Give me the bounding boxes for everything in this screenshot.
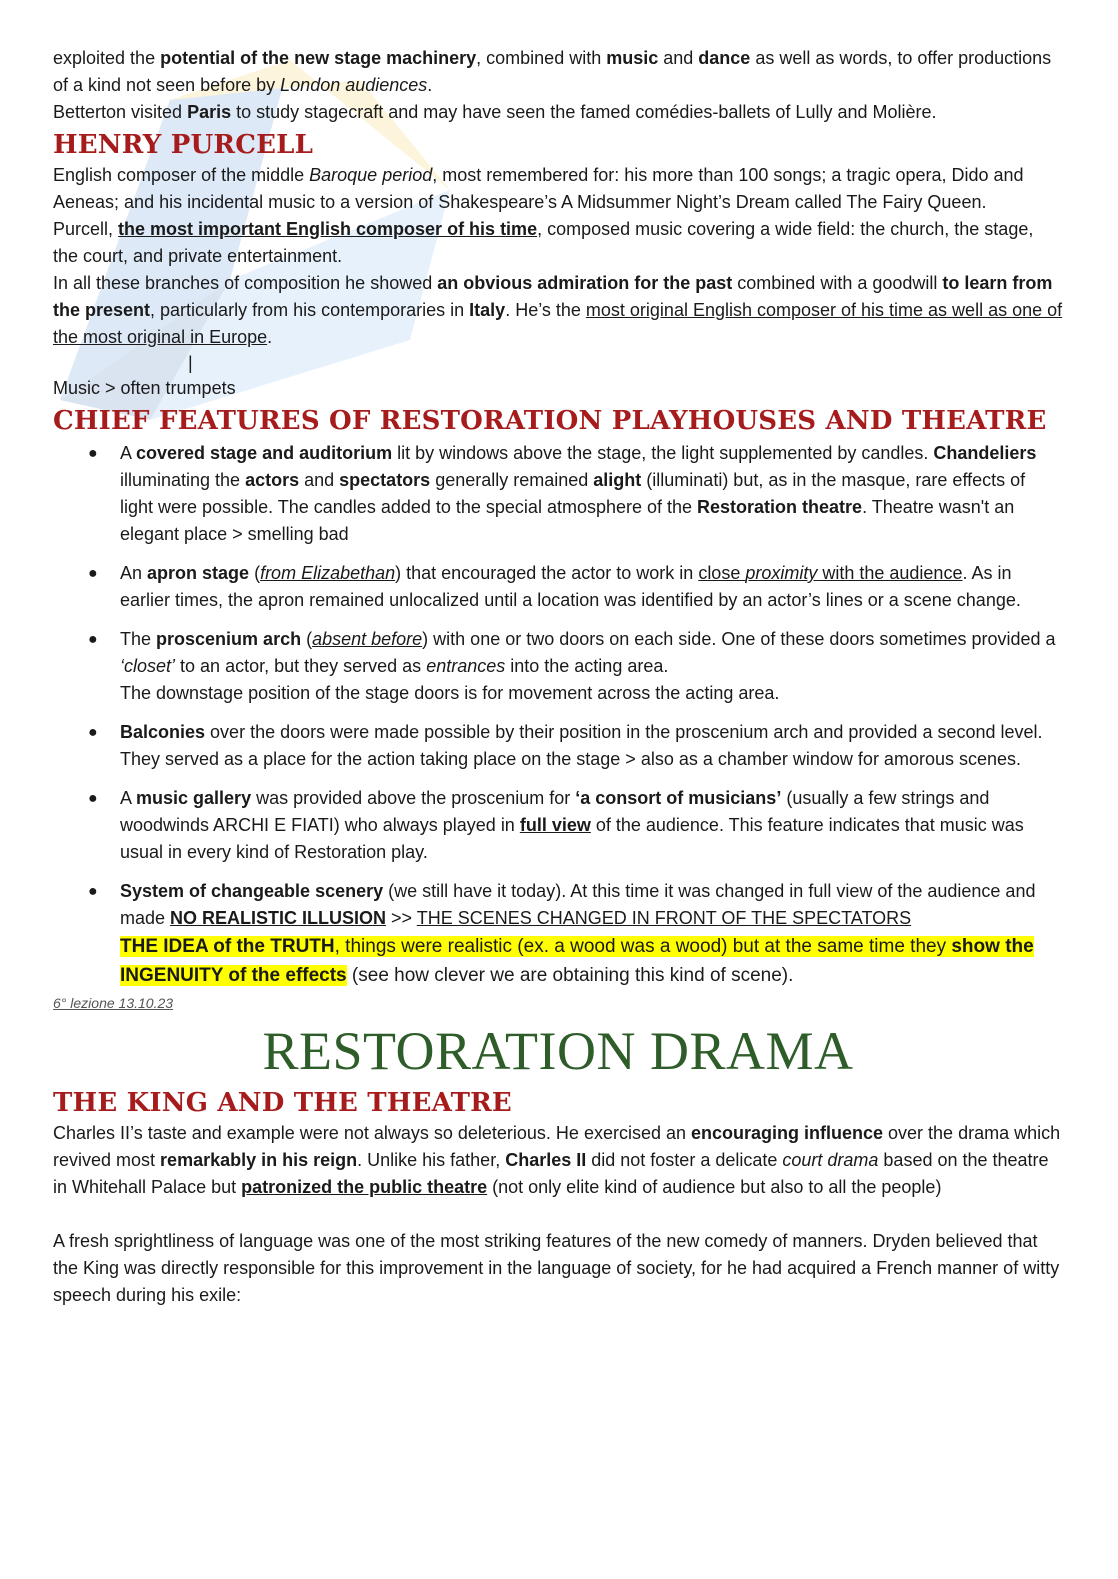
purcell-paragraph-2 [53, 216, 1063, 270]
underlined-text: THE SCENES CHANGED IN FRONT OF THE SPECTATORS [416, 908, 912, 928]
lesson-date-note: 6° lezione 13.10.23 [53, 995, 174, 1011]
text: ( [301, 629, 313, 649]
bold-text: covered stage and auditorium [136, 443, 393, 463]
list-item [53, 719, 1063, 773]
italic-text: ‘closet’ [120, 656, 176, 676]
text: Purcell, [53, 219, 119, 239]
text: The [120, 629, 157, 649]
heading-king-and-theatre: THE KING AND THE THEATRE [53, 1088, 512, 1118]
text: Betterton visited [53, 102, 188, 122]
king-paragraph-1 [53, 1120, 1063, 1201]
king-paragraph-2: A fresh sprightliness of language was one of the most striking features of the new comedy of manners. Dryden believed that the King was directly responsible for this improvement in the language of society, for he had acquired a French manner of witty speech during his exile: [53, 1231, 1060, 1305]
bold-text: spectators [339, 470, 431, 490]
bold-text: remarkably in his reign [160, 1150, 358, 1170]
highlighted-note [120, 932, 1063, 990]
bold-text: actors [245, 470, 300, 490]
italic-underlined-text: absent before [312, 629, 423, 649]
bold-text: System of changeable scenery [120, 881, 384, 901]
list-item [53, 626, 1063, 707]
bold-text: potential of the new stage machinery [160, 48, 477, 68]
italic-underlined-text: from Elizabethan [260, 563, 396, 583]
text: ) with one or two doors on each side. One of these doors sometimes provided a [422, 629, 1056, 649]
text: . [427, 75, 433, 95]
text: An [120, 563, 148, 583]
text: (usually a few strings and woodwinds ARCHI E FIATI) who always played in [120, 788, 990, 835]
title-restoration-drama: RESTORATION DRAMA [262, 1021, 854, 1081]
text: was provided above the proscenium for [251, 788, 576, 808]
highlighted-text: , things were realistic (ex. a wood was a wood) but at the same time they [334, 936, 952, 957]
text: illuminating the [120, 470, 246, 490]
text: generally remained [430, 470, 594, 490]
text: (illuminati) but, as in the masque, rare effects of light were possible. The candles added to the special atmosphere of the [120, 470, 1026, 517]
italic-text: entrances [426, 656, 506, 676]
bold-underlined-text: patronized the public theatre [241, 1177, 488, 1197]
text: , most remembered for: his more than 100 songs; a tragic opera, Dido and Aeneas; and his incidental music to a version of Shakespeare’s A Midsummer Night’s Dream called The Fairy Queen. [53, 165, 1024, 212]
music-note: Music > often trumpets [53, 378, 236, 398]
bullet-icon: ● [88, 724, 98, 741]
bold-text: proscenium arch [156, 629, 302, 649]
list-item [53, 440, 1063, 548]
text: exploited the [53, 48, 161, 68]
text: . As in earlier times, the apron remained unlocalized until a location was identified by an actor’s lines or a scene change. [120, 563, 1021, 610]
text: to study stagecraft and may have seen the famed comédies-ballets of Lully and Molière. [231, 102, 937, 122]
text: >> [386, 908, 417, 928]
text: of the audience. This feature indicates that music was usual in every kind of Restoration play. [120, 815, 1024, 862]
bold-text: an obvious admiration for the past [437, 273, 733, 293]
text: combined with a goodwill [732, 273, 943, 293]
bold-text: music [606, 48, 659, 68]
bold-text: music gallery [136, 788, 252, 808]
bold-text: Paris [187, 102, 232, 122]
text: . [267, 327, 273, 347]
list-item [53, 560, 1063, 614]
bold-text: dance [698, 48, 751, 68]
text: The downstage position of the stage doors is for movement across the acting area. [120, 683, 780, 703]
bullet-icon: ● [88, 445, 98, 462]
list-item [53, 785, 1063, 866]
bold-text: alight [593, 470, 642, 490]
intro-paragraph-2 [53, 99, 1063, 126]
intro-paragraph-1 [53, 45, 1063, 99]
italic-text: London audiences [280, 75, 428, 95]
bold-text: Italy [469, 300, 506, 320]
text: did not foster a delicate [586, 1150, 783, 1170]
bold-text: Restoration theatre [697, 497, 863, 517]
pipe-marker: | [188, 353, 193, 373]
text: A [120, 443, 137, 463]
underlined-text: with the audience [817, 563, 963, 583]
text: over the drama which revived most [53, 1123, 1061, 1170]
paragraph-spacer [53, 1201, 1063, 1228]
italic-underlined-text: proximity [745, 563, 818, 583]
bold-text: ‘a consort of musicians’ [575, 788, 782, 808]
italic-text: Baroque period [309, 165, 433, 185]
list-item [53, 878, 1063, 990]
text: (not only elite kind of audience but also to all the people) [487, 1177, 942, 1197]
text: (see how clever we are obtaining this kind of scene). [346, 965, 794, 986]
bold-text: encouraging influence [691, 1123, 884, 1143]
bold-underlined-text: full view [519, 815, 591, 835]
text: , particularly from his contemporaries in [150, 300, 470, 320]
bold-text: Charles II [505, 1150, 587, 1170]
text: and [299, 470, 340, 490]
text: to an actor, but they served as [175, 656, 427, 676]
text: , composed music covering a wide field: the church, the stage, the court, and private entertainment. [53, 219, 1034, 266]
text: ( [249, 563, 261, 583]
underlined-text: most original English composer of his time as well as one of the most original in Europe [53, 300, 1063, 347]
document-page [53, 45, 1063, 1309]
text: English composer of the middle [53, 165, 310, 185]
purcell-paragraph-3 [53, 270, 1063, 351]
text: . Theatre wasn't an elegant place > smelling bad [120, 497, 1015, 544]
text: . Unlike his father, [357, 1150, 506, 1170]
bold-underlined-text: the most important English composer of his time [118, 219, 538, 239]
text: over the doors were made possible by their position in the proscenium arch and provided a second level. They served as a place for the action taking place on the stage > also as a chamber window for amorous scenes. [120, 722, 1043, 769]
purcell-paragraph-1 [53, 162, 1063, 216]
text: into the acting area. [505, 656, 669, 676]
italic-text: court drama [782, 1150, 879, 1170]
text: based on the theatre in Whitehall Palace but [53, 1150, 1049, 1197]
text: In all these branches of composition he showed [53, 273, 438, 293]
text: (we still have it today). At this time it was changed in full view of the audience and made [120, 881, 1036, 928]
bold-text: Balconies [120, 722, 206, 742]
bold-text: apron stage [147, 563, 250, 583]
bold-highlighted-text: show the INGENUITY of the effects [120, 936, 1034, 986]
bullet-icon: ● [88, 883, 98, 900]
text: as well as words, to offer productions of a kind not seen before by [53, 48, 1052, 95]
bold-underlined-text: NO REALISTIC ILLUSION [170, 908, 387, 928]
bold-highlighted-text: THE IDEA of the TRUTH [120, 936, 335, 957]
text: Charles II’s taste and example were not always so deleterious. He exercised an [53, 1123, 691, 1143]
underlined-text: close [698, 563, 746, 583]
heading-henry-purcell: HENRY PURCELL [53, 130, 314, 160]
heading-chief-features: CHIEF FEATURES OF RESTORATION PLAYHOUSES AND THEATRE [53, 406, 1047, 436]
text: lit by windows above the stage, the light supplemented by candles. [392, 443, 934, 463]
bold-text: to learn from the present [53, 273, 1053, 320]
text: and [658, 48, 699, 68]
bullet-icon: ● [88, 790, 98, 807]
text: , combined with [476, 48, 607, 68]
text: A [120, 788, 137, 808]
bullet-icon: ● [88, 631, 98, 648]
features-list [53, 440, 1063, 990]
bold-text: Chandeliers [933, 443, 1037, 463]
bullet-icon: ● [88, 565, 98, 582]
text: ) that encouraged the actor to work in [395, 563, 699, 583]
text: . He’s the [505, 300, 586, 320]
